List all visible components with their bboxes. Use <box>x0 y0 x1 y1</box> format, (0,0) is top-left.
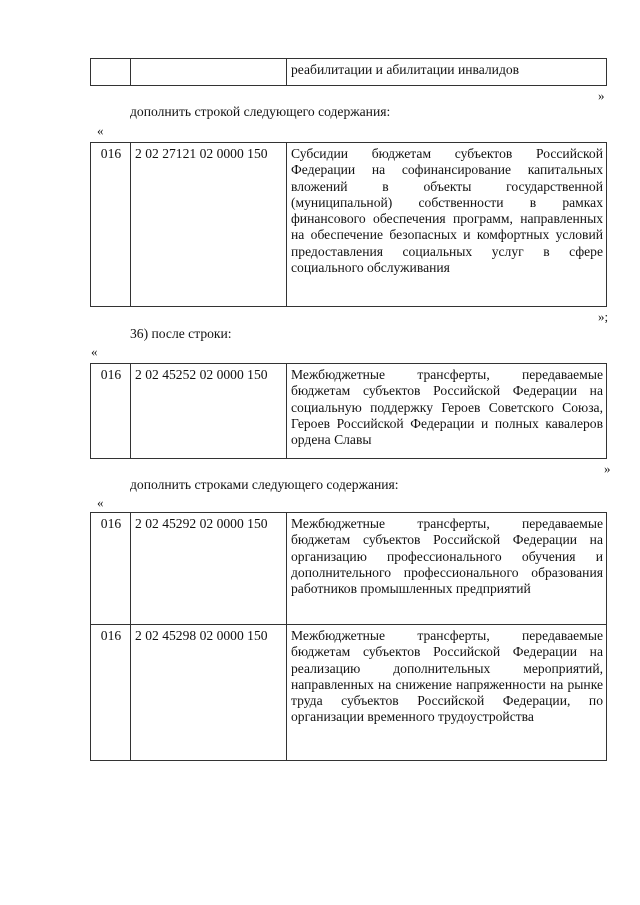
code-cell: 016 <box>91 513 131 625</box>
table-subsidy <box>90 142 607 307</box>
opening-quote: « <box>91 344 98 359</box>
closing-quote: » <box>598 88 605 103</box>
code-cell: 016 <box>91 625 131 761</box>
table-row <box>91 364 607 459</box>
description-cell: Межбюджетные трансферты, передаваемые бюджетам субъектов Российской Федерации на реализацию дополнительных мероприятий, направленных на снижение напряженности на рынке труда субъектов Российской Федерации, по организации временного трудоустройства <box>287 625 607 761</box>
kbk-cell: 2 02 45252 02 0000 150 <box>131 364 287 459</box>
kbk-cell: 2 02 45292 02 0000 150 <box>131 513 287 625</box>
opening-quote: « <box>97 495 104 510</box>
description-cell: Межбюджетные трансферты, передаваемые бюджетам субъектов Российской Федерации на социальную поддержку Героев Советского Союза, Героев Российской Федерации и полных кавалеров ордена Славы <box>287 364 607 459</box>
table-continuation <box>90 58 607 86</box>
kbk-cell <box>131 59 287 86</box>
table-heroes <box>90 363 607 459</box>
kbk-cell: 2 02 27121 02 0000 150 <box>131 143 287 307</box>
item-number-text: 36) после строки: <box>130 326 232 341</box>
code-cell: 016 <box>91 364 131 459</box>
description-cell: Межбюджетные трансферты, передаваемые бюджетам субъектов Российской Федерации на организацию профессионального обучения и дополнительного профессионального образования работников промышленных предприятий <box>287 513 607 625</box>
table-row <box>91 625 607 761</box>
table-row <box>91 59 607 86</box>
kbk-cell: 2 02 45298 02 0000 150 <box>131 625 287 761</box>
code-cell <box>91 59 131 86</box>
closing-quote: » <box>604 461 611 476</box>
table-row <box>91 513 607 625</box>
description-cell: реабилитации и абилитации инвалидов <box>287 59 607 86</box>
table-new-rows <box>90 512 607 761</box>
opening-quote: « <box>97 123 104 138</box>
closing-quote: »; <box>598 309 609 324</box>
instruction-text: дополнить строками следующего содержания: <box>130 477 399 492</box>
table-row <box>91 143 607 307</box>
description-cell: Субсидии бюджетам субъектов Российской Федерации на софинансирование капитальных вложений в объекты государственной (муниципальной) собственности в рамках финансового обеспечения программ, направленных на обеспечение безопасных и комфортных условий предоставления социальных услуг в сфере социального обслуживания <box>287 143 607 307</box>
code-cell: 016 <box>91 143 131 307</box>
instruction-text: дополнить строкой следующего содержания: <box>130 104 391 119</box>
